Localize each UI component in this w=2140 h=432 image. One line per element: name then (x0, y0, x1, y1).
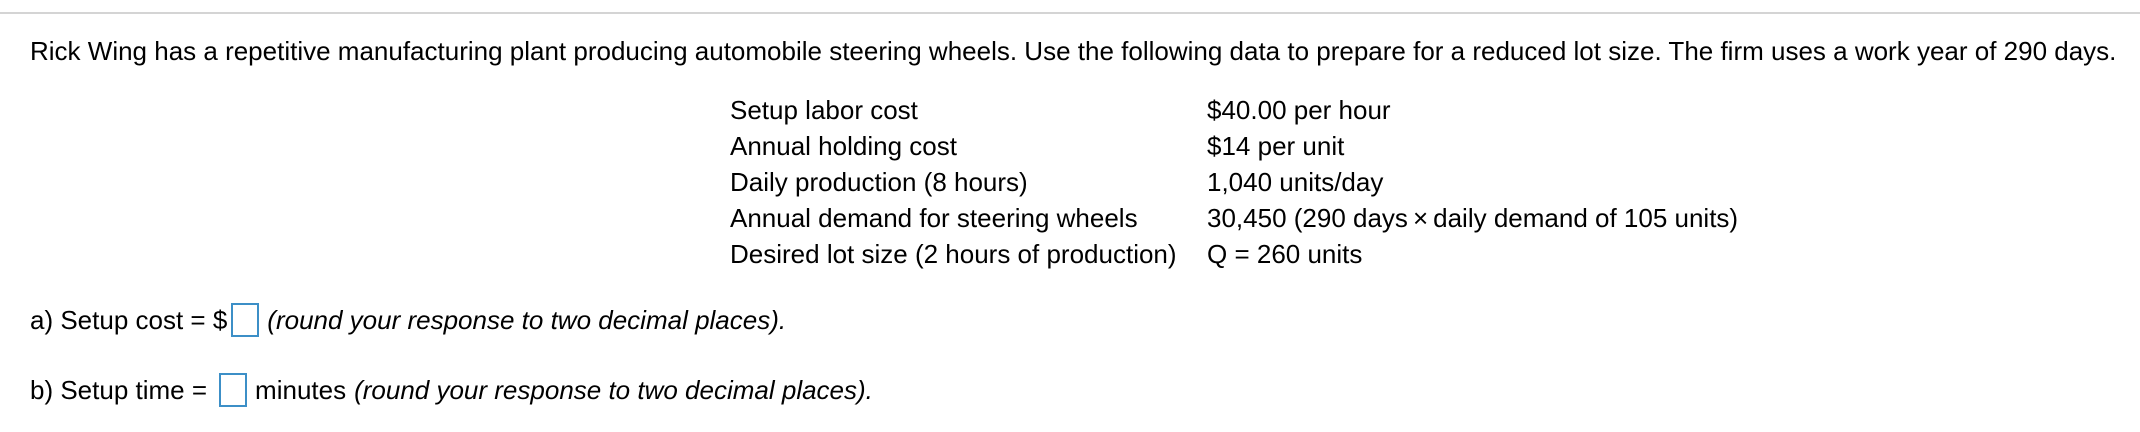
problem-intro: Rick Wing has a repetitive manufacturing plant producing automobile steering wheels. Use the following data to prepare for a reduced lot size. The firm uses a work year of 290 days. (30, 36, 2117, 66)
data-row-label: Setup labor cost (730, 95, 918, 125)
data-row-value: 1,040 units/day (1207, 167, 1384, 197)
data-row-value: Q = 260 units (1207, 239, 1363, 269)
data-row-value (1207, 200, 1738, 236)
data-row-daily-production (730, 164, 1738, 200)
value-text: 30,450 (290 days (1207, 203, 1408, 233)
question-a (30, 302, 786, 338)
data-row-annual-holding-cost (730, 128, 1738, 164)
setup-time-input[interactable] (219, 373, 247, 407)
question-b-prefix: b) Setup time = (30, 375, 208, 405)
question-a-hint: (round your response to two decimal places). (267, 305, 787, 335)
question-b-hint: (round your response to two decimal places). (354, 375, 873, 405)
multiply-sign: × (1412, 203, 1429, 233)
question-b-unit: minutes (255, 375, 347, 405)
data-row-setup-labor-cost (730, 92, 1738, 128)
data-row-desired-lot-size (730, 236, 1738, 272)
data-row-value: $14 per unit (1207, 131, 1345, 161)
question-a-prefix: a) Setup cost = $ (30, 305, 228, 335)
data-row-value: $40.00 per hour (1207, 95, 1391, 125)
data-row-label: Desired lot size (2 hours of production) (730, 239, 1177, 269)
problem-data-table (730, 92, 1738, 272)
data-row-label: Annual holding cost (730, 131, 957, 161)
data-row-label: Annual demand for steering wheels (730, 203, 1138, 233)
setup-cost-input[interactable] (231, 303, 259, 337)
data-row-label: Daily production (8 hours) (730, 167, 1028, 197)
top-divider (0, 12, 2140, 14)
question-b (30, 372, 873, 408)
data-row-annual-demand (730, 200, 1738, 236)
value-text: daily demand of 105 units) (1433, 203, 1739, 233)
